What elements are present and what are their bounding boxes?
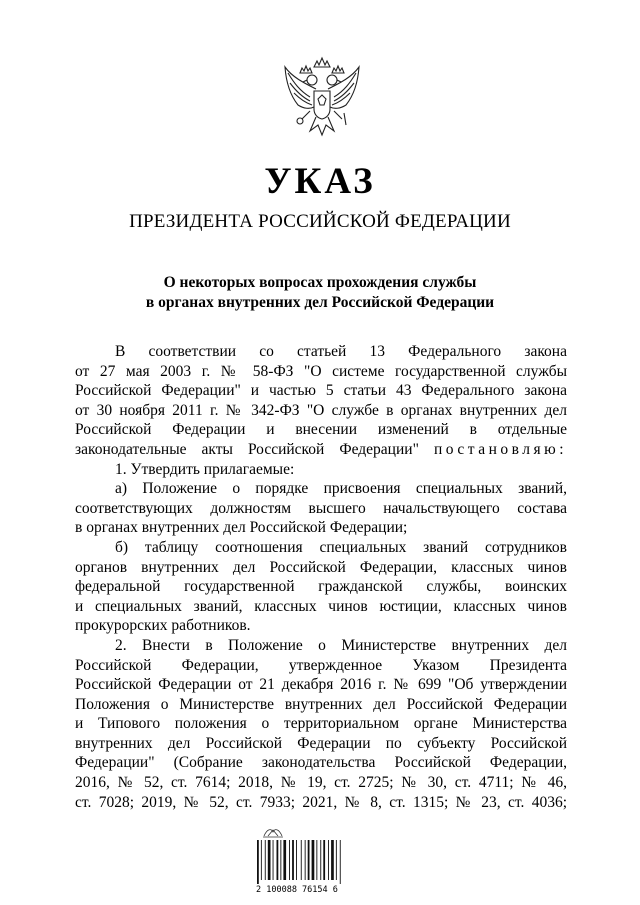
decree-heading-line: в органах внутренних дел Российской Федерации — [145, 294, 495, 311]
barcode-bar — [328, 840, 329, 880]
body-line: федеральной государственной гражданской службы, воинских — [75, 578, 567, 596]
barcode-bar — [280, 840, 281, 880]
body-line: от 30 ноября 2011 г. № 342-ФЗ "О службе в органах внутренних дел — [75, 401, 567, 419]
barcode-bar — [261, 840, 262, 880]
barcode-bar — [305, 840, 306, 880]
decree-heading-line: О некоторых вопросах прохождения службы — [163, 274, 477, 291]
body-line: от 27 мая 2003 г. № 58-ФЗ "О системе государственной службы — [75, 362, 567, 380]
barcode-bar — [289, 840, 290, 880]
body-line: Российской Федерации и внесении изменений в отдельные — [75, 421, 567, 439]
barcode-bar — [323, 840, 325, 880]
barcode-bar — [308, 840, 310, 880]
body-line: прокурорских работников. — [75, 617, 251, 635]
barcode-bar — [268, 840, 271, 880]
print-mark-icon — [262, 826, 284, 838]
barcode — [256, 840, 356, 884]
body-line: Российской Федерации от 21 декабря 2016 г. № 699 "Об утверждении — [75, 676, 567, 694]
barcode-bar — [265, 840, 266, 880]
body-line: в органах внутренних дел Российской Федерации; — [75, 519, 408, 537]
barcode-bar — [277, 840, 279, 880]
body-line: 2. Внести в Положение о Министерстве внутренних дел — [115, 636, 567, 654]
body-line-text: законодательные акты Российской Федерации" — [75, 440, 419, 458]
body-line: и Типового положения о территориальном органе Министерства — [75, 715, 567, 733]
barcode-bar — [336, 840, 337, 880]
body-line: 2016, № 52, ст. 7614; 2018, № 19, ст. 2725; № 30, ст. 4711; № 46, — [75, 774, 567, 792]
decree-heading — [0, 273, 640, 313]
barcode-number: 2 100088 76154 6 — [256, 885, 338, 895]
body-line: 1. Утвердить прилагаемые: — [115, 460, 295, 478]
russian-coat-of-arms-icon — [280, 53, 364, 143]
barcode-bar — [331, 840, 334, 880]
decree-title: УКАЗ — [264, 161, 376, 202]
barcode-bar — [296, 840, 297, 880]
barcode-bar — [301, 840, 302, 880]
body-line: б) таблицу соотношения специальных званий сотрудников — [115, 538, 567, 556]
issuer-title: ПРЕЗИДЕНТА РОССИЙСКОЙ ФЕДЕРАЦИИ — [129, 211, 511, 232]
body-line: внутренних дел Российской Федерации по субъекту Российской — [75, 734, 567, 752]
barcode-bar — [316, 840, 317, 880]
barcode-block — [256, 826, 374, 896]
barcode-bar — [292, 840, 294, 880]
barcode-bar — [312, 840, 315, 880]
body-line: ст. 7028; 2019, № 52, ст. 7933; 2021, № 8, ст. 1315; № 23, ст. 4036; — [75, 793, 567, 811]
barcode-bar — [340, 840, 341, 884]
body-line: а) Положение о порядке присвоения специальных званий, — [115, 480, 567, 498]
body-line: и специальных званий, классных чинов юстиции, классных чинов — [75, 597, 567, 615]
body-line: соответствующих должностям высшего начальствующего состава — [75, 499, 567, 517]
body-line: органов внутренних дел Российской Федерации, классных чинов — [75, 558, 567, 576]
decree-body — [75, 342, 567, 812]
decree-word: постановляю: — [433, 440, 567, 458]
barcode-bar — [273, 840, 274, 880]
body-line: В соответствии со статьей 13 Федерального закона — [115, 343, 567, 360]
body-line: Федерации" (Собрание законодательства Российской Федерации, — [75, 754, 567, 772]
body-line — [75, 440, 567, 460]
barcode-bar — [257, 840, 259, 884]
body-line: Положения о Министерстве внутренних дел Российской Федерации — [75, 695, 567, 713]
barcode-bar — [283, 840, 286, 880]
body-line: Российской Федерации, утвержденное Указом Президента — [75, 656, 567, 674]
body-line: Российской Федерации" и частью 5 статьи 43 Федерального закона — [75, 382, 567, 400]
barcode-bar — [320, 840, 321, 880]
